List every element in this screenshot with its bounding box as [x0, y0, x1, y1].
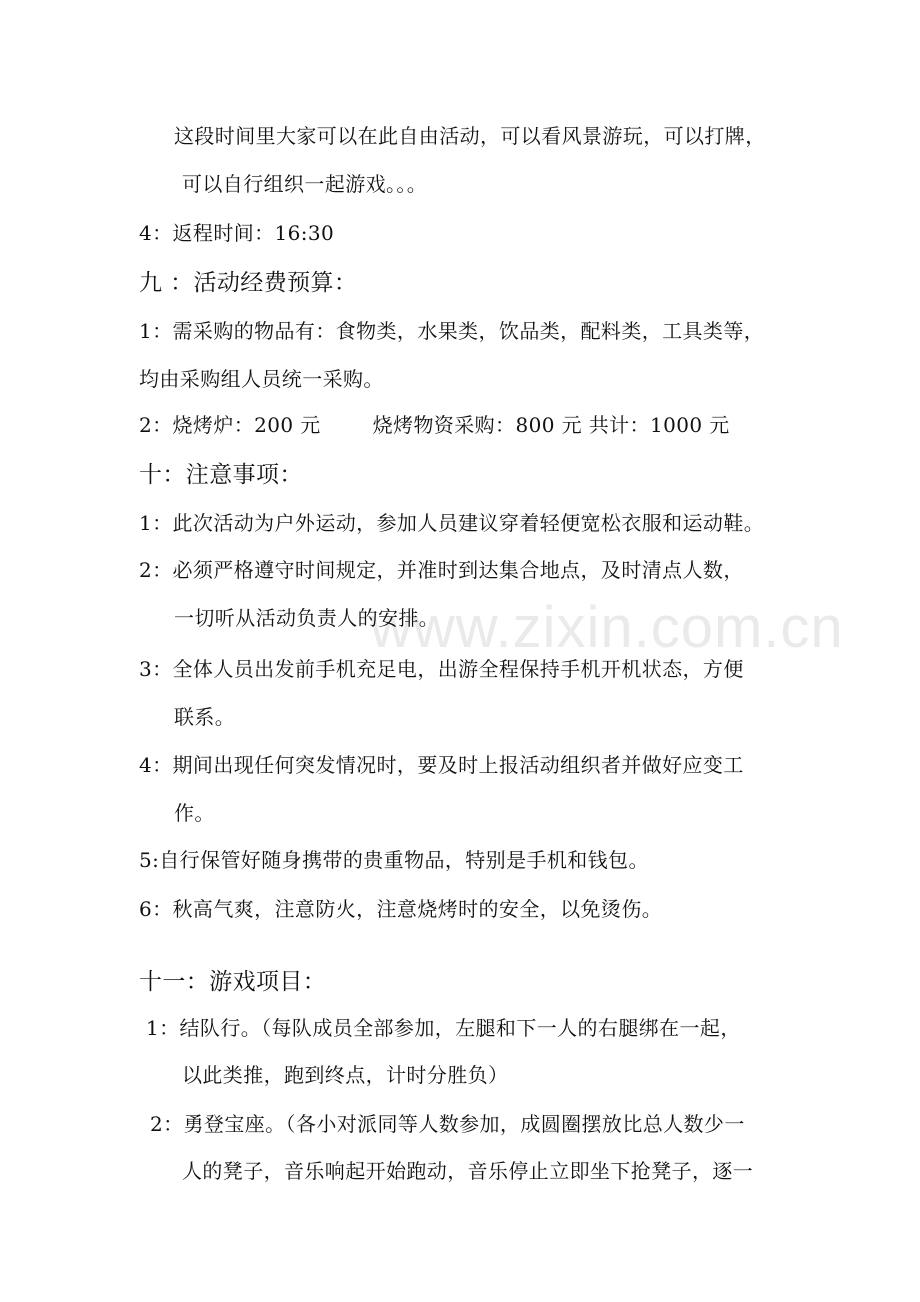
list-item: 5:自行保管好随身携带的贵重物品，特别是手机和钱包。: [139, 848, 649, 872]
list-item: 1：此次活动为户外运动，参加人员建议穿着轻便宽松衣服和运动鞋。: [139, 511, 765, 535]
list-item: 1：需采购的物品有：食物类，水果类，饮品类，配料类，工具类等，: [139, 319, 765, 343]
budget-total: 烧烤物资采购：800 元 共计：1000 元: [372, 413, 730, 437]
paragraph-line: 作。: [174, 801, 215, 825]
section-heading: 十：注意事项：: [139, 462, 303, 488]
section-heading: 九 ：活动经费预算：: [139, 270, 358, 296]
paragraph-line: 这段时间里大家可以在此自由活动，可以看风景游玩，可以打牌，: [174, 124, 766, 148]
list-item: 2：勇登宝座。（各小对派同等人数参加，成圆圈摆放比总人数少一: [150, 1112, 745, 1136]
list-item: 3：全体人员出发前手机充足电，出游全程保持手机开机状态，方便: [139, 657, 744, 681]
paragraph-line: 以此类推，跑到终点，计时分胜负）: [182, 1063, 509, 1087]
paragraph-line: 人的凳子，音乐响起开始跑动，音乐停止立即坐下抢凳子，逐一: [182, 1159, 754, 1183]
list-item: 4：返程时间：16:30: [139, 221, 335, 245]
list-item: 2：必须严格遵守时间规定，并准时到达集合地点，及时清点人数，: [139, 558, 744, 582]
paragraph-line: 可以自行组织一起游戏。。。: [182, 172, 428, 196]
budget-stove: 2：烧烤炉：200 元: [139, 413, 321, 437]
budget-line: [139, 411, 730, 439]
paragraph-line: 一切听从活动负责人的安排。: [174, 606, 440, 630]
section-heading: 十一：游戏项目：: [139, 969, 327, 995]
list-item: 4：期间出现任何突发情况时，要及时上报活动组织者并做好应变工: [139, 753, 744, 777]
paragraph-line: 均由采购组人员统一采购。: [139, 367, 384, 391]
list-item: 6：秋高气爽，注意防火，注意烧烤时的安全，以免烫伤。: [139, 897, 663, 921]
watermark-text: www.zixin.com.cn: [370, 595, 844, 660]
list-item: 1：结队行。（每队成员全部参加，左腿和下一人的右腿绑在一起，: [146, 1016, 741, 1040]
paragraph-line: 联系。: [174, 705, 236, 729]
